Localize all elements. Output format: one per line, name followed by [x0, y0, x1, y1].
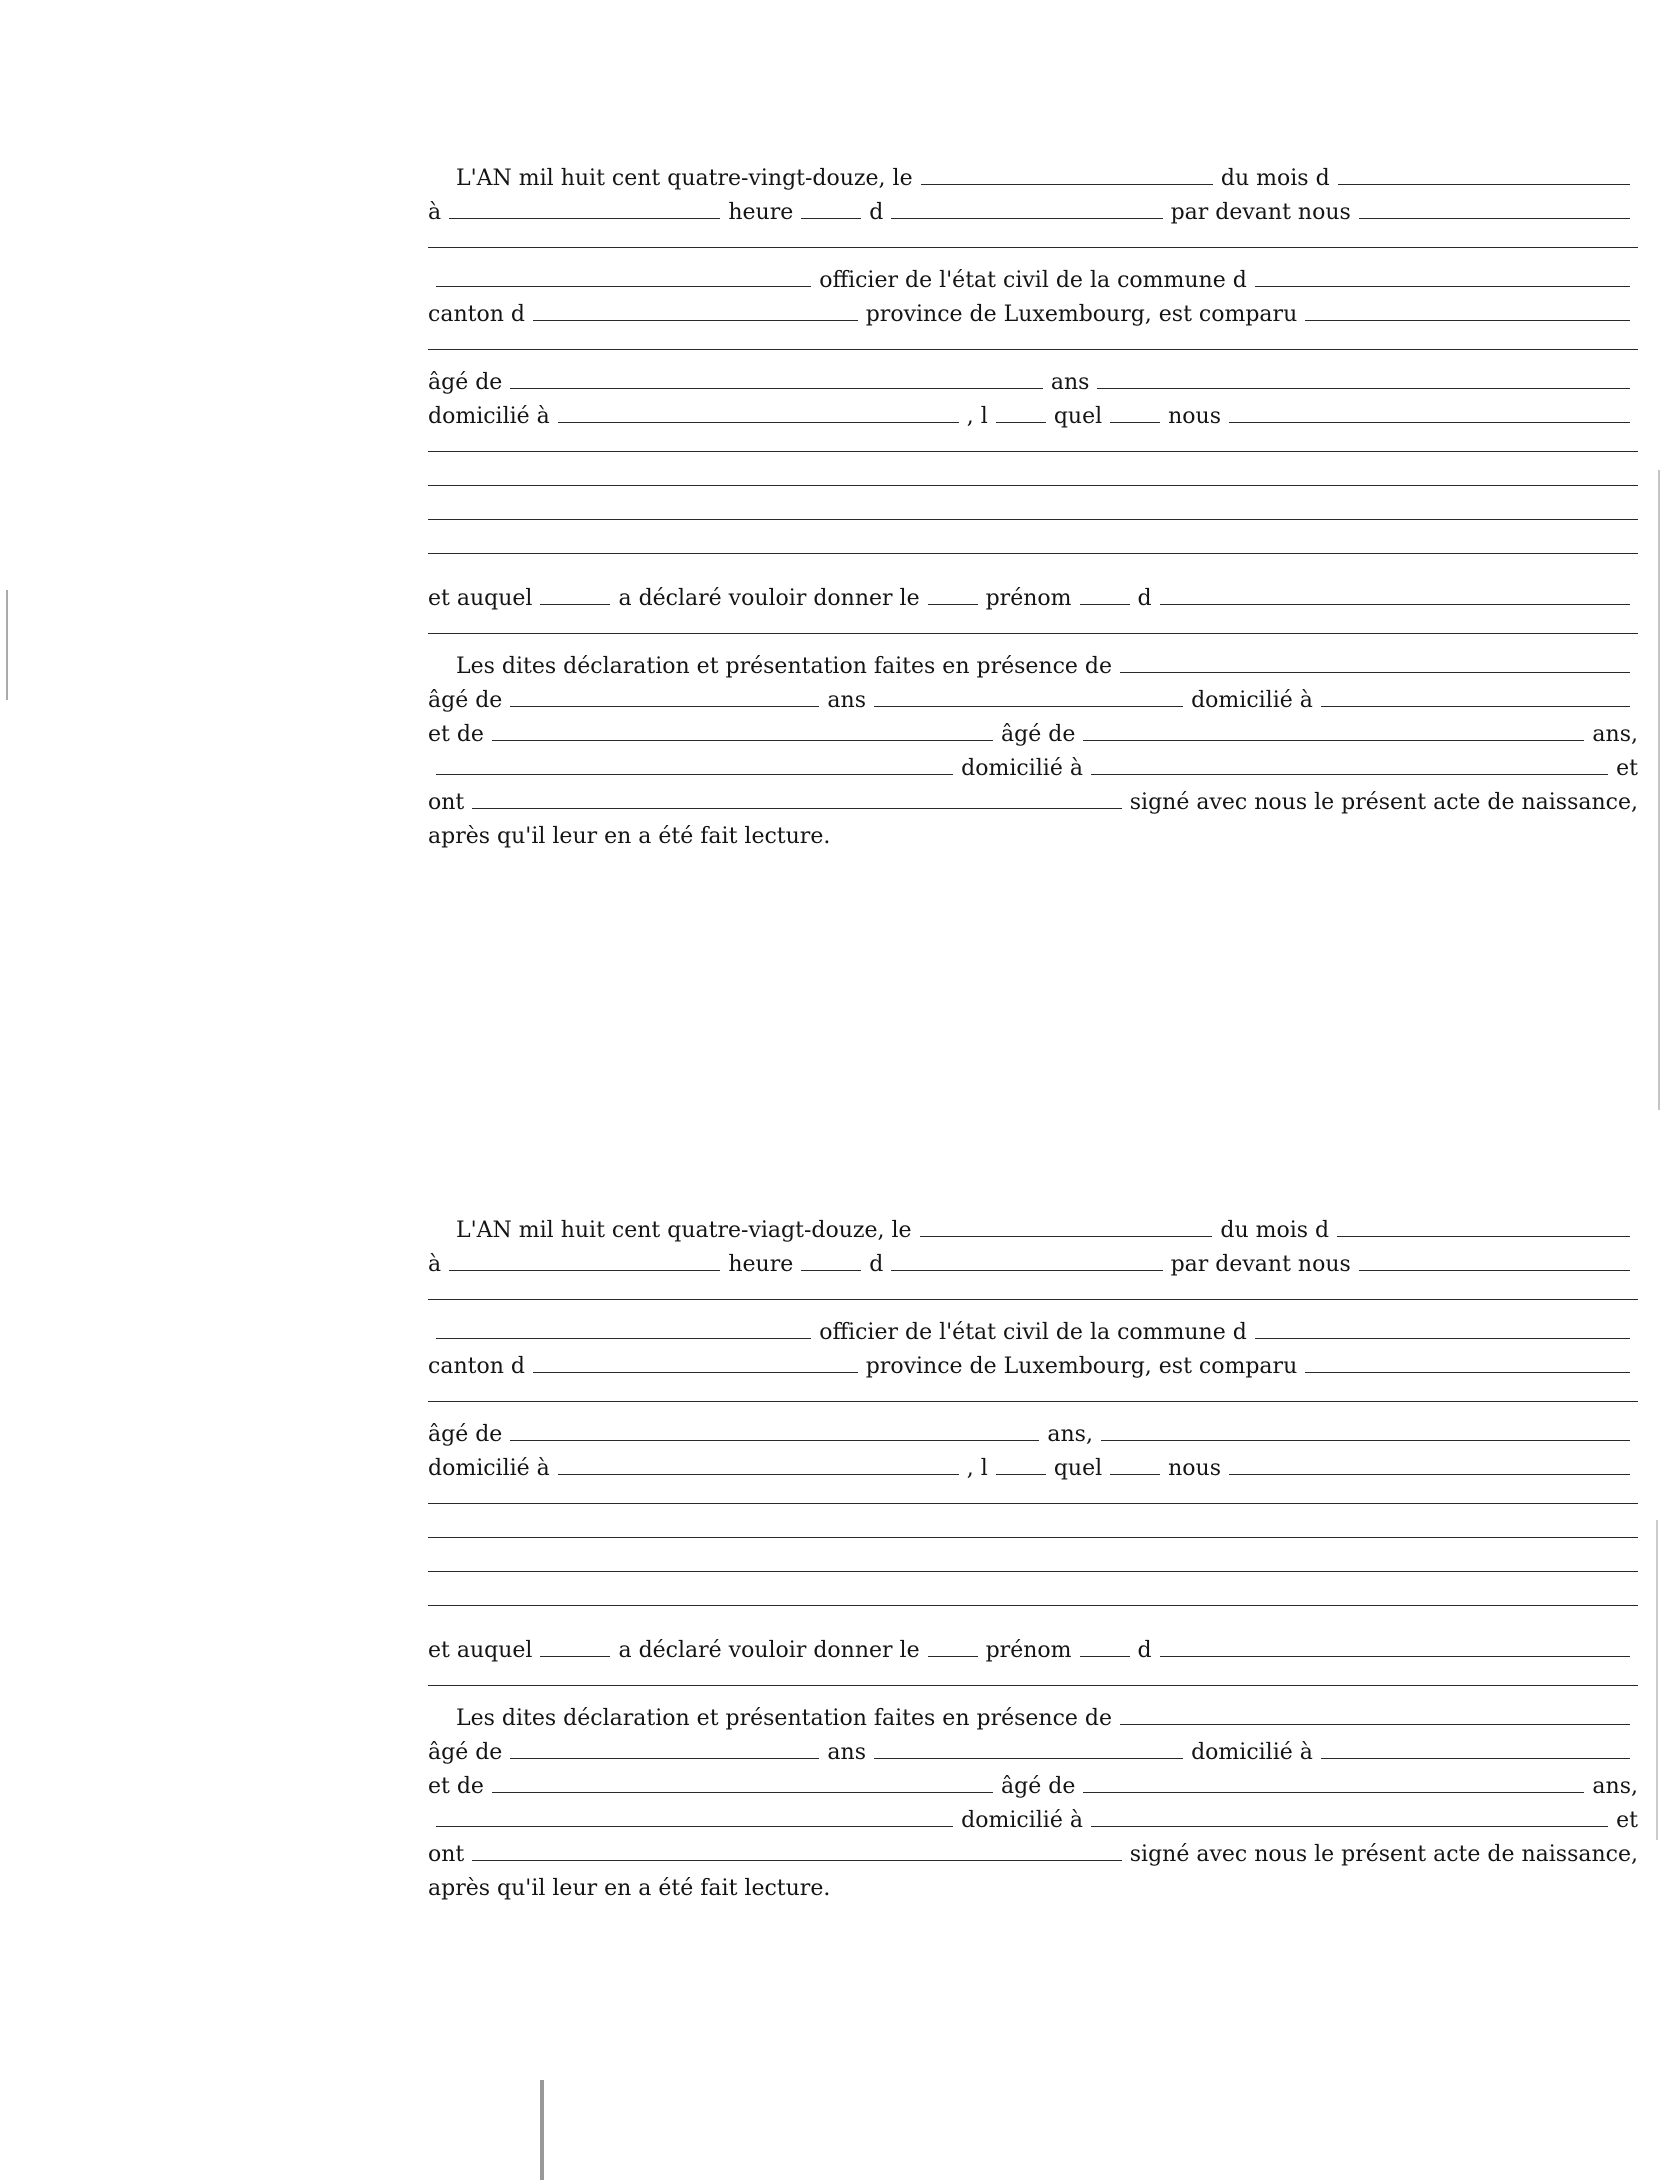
text-l: , l	[966, 404, 988, 429]
blank-officer-cont[interactable]	[436, 1316, 811, 1339]
blank-witness-2-profession[interactable]	[436, 1804, 953, 1827]
blank-period[interactable]	[891, 1248, 1162, 1271]
text-quel: quel	[1053, 404, 1103, 429]
form-line-witness-1-age	[428, 1736, 1638, 1770]
text-age-de: âgé de	[428, 1740, 503, 1765]
blank-witness-2-age[interactable]	[1083, 718, 1584, 741]
blank-quel-suffix[interactable]	[1110, 1452, 1160, 1475]
text-declaration: Les dites déclaration et présentation faites en présence de	[456, 1706, 1113, 1731]
blank-month[interactable]	[1337, 1214, 1630, 1237]
blank-day[interactable]	[920, 1214, 1213, 1237]
text-ans: ans	[1050, 370, 1090, 395]
text-canton: canton d	[428, 302, 525, 327]
blank-age[interactable]	[510, 1418, 1039, 1441]
form-line-prenom	[428, 1634, 1638, 1668]
blank-domicile[interactable]	[558, 1452, 959, 1475]
form-line-witnesses	[428, 1702, 1638, 1736]
blank-officer-name[interactable]	[1359, 1248, 1630, 1271]
text-declare: a déclaré vouloir donner le	[618, 586, 920, 611]
blank-witness-2-domicile[interactable]	[1091, 752, 1608, 775]
blank-le-suffix[interactable]	[928, 582, 978, 605]
text-domicilie: domicilié à	[961, 756, 1083, 781]
blank-line[interactable]	[428, 468, 1638, 502]
form-line-lecture	[428, 820, 1638, 854]
blank-line[interactable]	[428, 1554, 1638, 1588]
form-line-domicile	[428, 1452, 1638, 1486]
blank-hour[interactable]	[449, 1248, 720, 1271]
form-line-witness-1-age	[428, 684, 1638, 718]
text-d: d	[1137, 586, 1152, 611]
text-canton: canton d	[428, 1354, 525, 1379]
blank-prenom[interactable]	[1160, 1634, 1630, 1657]
text-d: d	[869, 1252, 884, 1277]
blank-witness-2[interactable]	[492, 718, 993, 741]
text-month: du mois d	[1220, 166, 1330, 191]
text-domicilie: domicilié à	[961, 1808, 1083, 1833]
text-prenom: prénom	[985, 586, 1072, 611]
blank-line[interactable]	[428, 1668, 1638, 1702]
blank-canton[interactable]	[533, 1350, 858, 1373]
text-age-de: âgé de	[1001, 722, 1076, 747]
text-nous: nous	[1168, 404, 1222, 429]
blank-comparant[interactable]	[1305, 1350, 1630, 1373]
blank-witness-1[interactable]	[1120, 650, 1630, 673]
form-line-officer	[428, 1316, 1638, 1350]
text-age-de: âgé de	[428, 370, 503, 395]
text-par-devant-nous: par devant nous	[1170, 200, 1351, 225]
text-officier: officier de l'état civil de la commune d	[819, 268, 1247, 293]
blank-line[interactable]	[428, 1486, 1638, 1520]
blank-heure-suffix[interactable]	[801, 1248, 861, 1271]
blank-line[interactable]	[428, 230, 1638, 264]
text-declaration: Les dites déclaration et présentation faites en présence de	[456, 654, 1113, 679]
text-ans: ans,	[1592, 1774, 1638, 1799]
text-domicilie: domicilié à	[428, 404, 550, 429]
form-line-signatures	[428, 786, 1638, 820]
blank-profession[interactable]	[1101, 1418, 1630, 1441]
form-line-lecture	[428, 1872, 1638, 1906]
scan-artifact-left-edge	[6, 590, 8, 700]
form-line-signatures	[428, 1838, 1638, 1872]
text-et: et	[1616, 1808, 1639, 1833]
text-ont: ont	[428, 1842, 465, 1867]
text-a: à	[428, 200, 442, 225]
text-age-de: âgé de	[428, 1422, 503, 1447]
blank-line[interactable]	[428, 1588, 1638, 1622]
text-declare: a déclaré vouloir donner le	[618, 1638, 920, 1663]
form-line-witness-2	[428, 1770, 1638, 1804]
scan-artifact-bottom	[540, 2080, 544, 2180]
text-ans: ans	[827, 688, 866, 713]
blank-witness-2-domicile[interactable]	[1091, 1804, 1608, 1827]
text-month: du mois d	[1220, 1218, 1330, 1243]
blank-lequel[interactable]	[996, 1452, 1046, 1475]
blank-prenom[interactable]	[1160, 582, 1630, 605]
blank-presentation[interactable]	[1229, 1452, 1630, 1475]
text-lecture: après qu'il leur en a été fait lecture.	[428, 824, 831, 849]
blank-heure-suffix[interactable]	[801, 196, 861, 219]
form-line-date	[428, 162, 1638, 196]
blank-witness-1-age[interactable]	[510, 1736, 819, 1759]
form-line-age	[428, 366, 1638, 400]
blank-line[interactable]	[428, 502, 1638, 536]
blank-line[interactable]	[428, 1520, 1638, 1554]
blank-witness-1-profession[interactable]	[874, 1736, 1183, 1759]
text-et: et	[1616, 756, 1639, 781]
text-year: L'AN mil huit cent quatre-viagt-douze, le	[456, 1218, 912, 1243]
form-line-canton	[428, 1350, 1638, 1384]
text-d: d	[869, 200, 884, 225]
form-line-canton	[428, 298, 1638, 332]
text-nous: nous	[1168, 1456, 1222, 1481]
text-prenom: prénom	[985, 1638, 1072, 1663]
scan-artifact-right-edge-lower	[1656, 1520, 1658, 1840]
blank-month[interactable]	[1338, 162, 1630, 185]
text-heure: heure	[728, 1252, 794, 1277]
form-line-domicile	[428, 400, 1638, 434]
blank-auquel[interactable]	[540, 582, 610, 605]
blank-witness-2[interactable]	[492, 1770, 993, 1793]
text-par-devant-nous: par devant nous	[1170, 1252, 1351, 1277]
blank-witness-2-age[interactable]	[1083, 1770, 1584, 1793]
blank-domicile[interactable]	[558, 400, 959, 423]
text-officier: officier de l'état civil de la commune d	[819, 1320, 1247, 1345]
blank-line[interactable]	[428, 1384, 1638, 1418]
text-age-de: âgé de	[428, 688, 503, 713]
text-et-auquel: et auquel	[428, 586, 533, 611]
form-line-hour	[428, 1248, 1638, 1282]
text-domicilie: domicilié à	[1191, 688, 1313, 713]
form-line-age	[428, 1418, 1638, 1452]
text-year: L'AN mil huit cent quatre-vingt-douze, le	[456, 166, 913, 191]
blank-witness-1[interactable]	[1120, 1702, 1630, 1725]
text-ans: ans	[827, 1740, 866, 1765]
text-et-de: et de	[428, 1774, 484, 1799]
blank-officer-cont[interactable]	[436, 264, 811, 287]
form-line-hour	[428, 196, 1638, 230]
blank-profession[interactable]	[1097, 366, 1630, 389]
text-signe: signé avec nous le présent acte de naissance,	[1129, 1842, 1638, 1867]
text-et-de: et de	[428, 722, 484, 747]
text-province: province de Luxembourg, est comparu	[865, 302, 1298, 327]
form-line-witness-2-domicile	[428, 752, 1638, 786]
blank-day[interactable]	[921, 162, 1213, 185]
text-a: à	[428, 1252, 442, 1277]
text-signe: signé avec nous le présent acte de naissance,	[1129, 790, 1638, 815]
form-line-witness-2	[428, 718, 1638, 752]
text-et-auquel: et auquel	[428, 1638, 533, 1663]
form-line-prenom	[428, 582, 1638, 616]
blank-commune[interactable]	[1255, 1316, 1630, 1339]
text-age-de: âgé de	[1001, 1774, 1076, 1799]
blank-witness-1-domicile[interactable]	[1321, 1736, 1630, 1759]
text-province: province de Luxembourg, est comparu	[865, 1354, 1298, 1379]
blank-presentation[interactable]	[1229, 400, 1630, 423]
blank-line[interactable]	[428, 536, 1638, 570]
blank-lequel[interactable]	[996, 400, 1046, 423]
birth-certificate-form-2	[428, 1214, 1638, 1906]
text-quel: quel	[1053, 1456, 1103, 1481]
blank-prenom-suffix[interactable]	[1080, 1634, 1130, 1657]
text-ans: ans,	[1047, 1422, 1093, 1447]
text-ont: ont	[428, 790, 465, 815]
form-line-witness-2-domicile	[428, 1804, 1638, 1838]
blank-witness-1-profession[interactable]	[874, 684, 1183, 707]
text-l: , l	[966, 1456, 988, 1481]
blank-signers[interactable]	[472, 1838, 1122, 1861]
blank-witness-2-profession[interactable]	[436, 752, 953, 775]
text-heure: heure	[728, 200, 794, 225]
blank-commune[interactable]	[1255, 264, 1630, 287]
blank-auquel[interactable]	[540, 1634, 610, 1657]
form-line-officer	[428, 264, 1638, 298]
blank-line[interactable]	[428, 1282, 1638, 1316]
birth-certificate-form-1	[428, 162, 1638, 854]
blank-comparant[interactable]	[1305, 298, 1630, 321]
form-line-date	[428, 1214, 1638, 1248]
blank-canton[interactable]	[533, 298, 858, 321]
text-ans: ans,	[1592, 722, 1638, 747]
blank-prenom-suffix[interactable]	[1080, 582, 1130, 605]
form-line-witnesses	[428, 650, 1638, 684]
blank-signers[interactable]	[472, 786, 1122, 809]
blank-period[interactable]	[891, 196, 1162, 219]
text-lecture: après qu'il leur en a été fait lecture.	[428, 1876, 831, 1901]
scan-artifact-right-edge	[1658, 470, 1660, 1110]
blank-age[interactable]	[510, 366, 1043, 389]
blank-witness-1-age[interactable]	[510, 684, 819, 707]
blank-hour[interactable]	[449, 196, 720, 219]
blank-le-suffix[interactable]	[928, 1634, 978, 1657]
text-d: d	[1137, 1638, 1152, 1663]
blank-line[interactable]	[428, 616, 1638, 650]
blank-officer-name[interactable]	[1359, 196, 1630, 219]
text-domicilie: domicilié à	[1191, 1740, 1313, 1765]
blank-line[interactable]	[428, 434, 1638, 468]
blank-quel-suffix[interactable]	[1110, 400, 1160, 423]
blank-witness-1-domicile[interactable]	[1321, 684, 1630, 707]
blank-line[interactable]	[428, 332, 1638, 366]
text-domicilie: domicilié à	[428, 1456, 550, 1481]
